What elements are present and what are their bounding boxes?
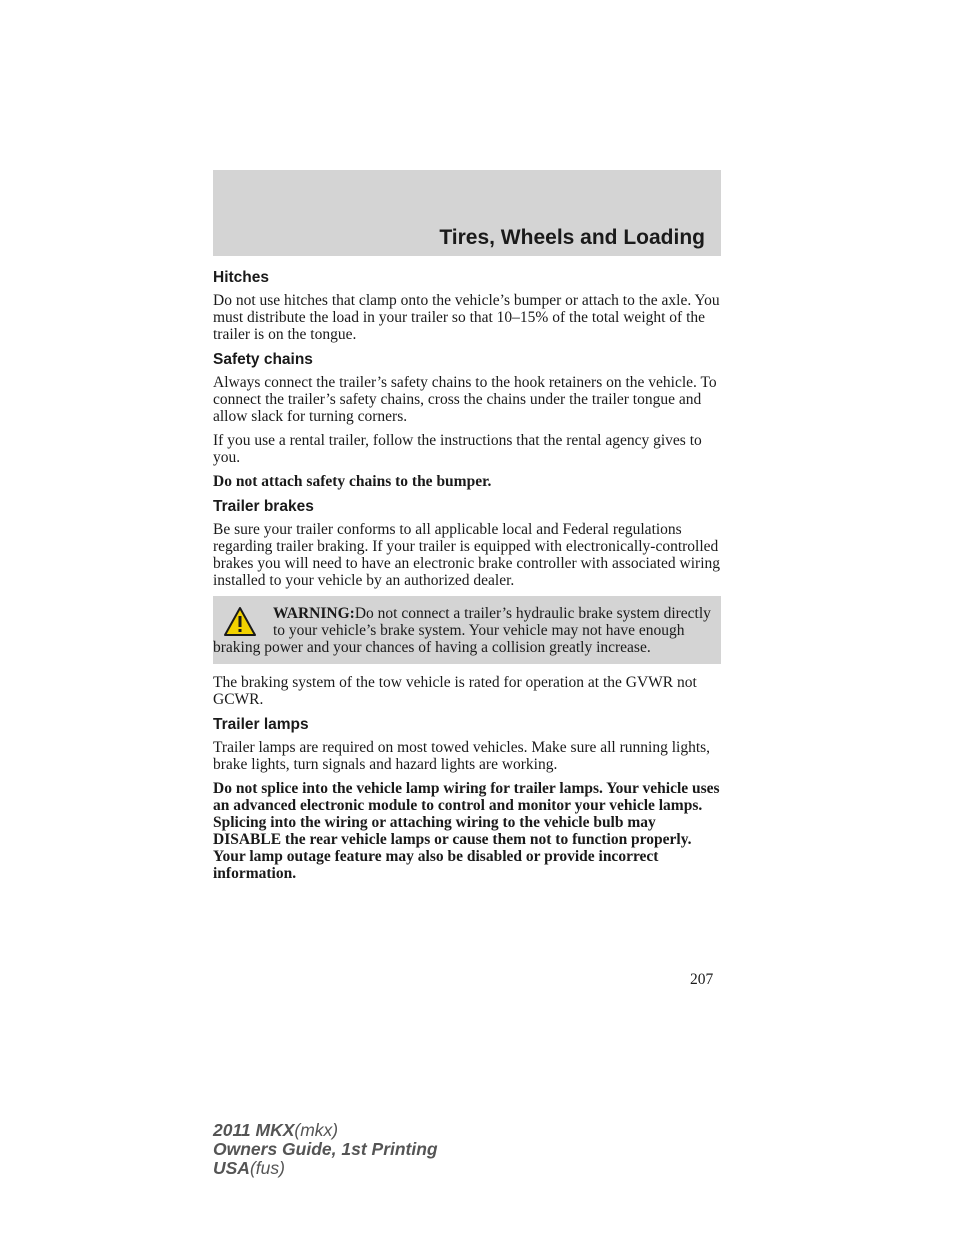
warning-label: WARNING: [273, 605, 355, 622]
page-content [213, 268, 721, 889]
trailer-lamps-paragraph-1: Trailer lamps are required on most towed vehicles. Make sure all running lights, brake lights, turn signals and hazard lights are working. [213, 739, 711, 773]
hitches-paragraph: Do not use hitches that clamp onto the vehicle’s bumper or attach to the axle. You must distribute the load in your trailer so that 10–15% of the total weight of the trailer is on the tongue. [213, 292, 720, 343]
trailer-lamps-bold-warning: Do not splice into the vehicle lamp wiring for trailer lamps. Your vehicle uses an advanced electronic module to control and monitor your vehicle lamps. Splicing into the wiring or attaching wiring to the vehicle bulb may DISABLE the rear vehicle lamps or cause them not to function properly. Your lamp outage feature may also be disabled or provide incorrect information. [213, 780, 720, 882]
trailer-brakes-paragraph-1: Be sure your trailer conforms to all applicable local and Federal regulations regarding trailer braking. If your trailer is equipped with electronically-controlled brakes you will need to have an electronic brake controller with associated wiring installed to your vehicle by an authorized dealer. [213, 521, 721, 589]
section-header-band [213, 170, 721, 256]
section-title: Tires, Wheels and Loading [439, 226, 705, 249]
heading-trailer-lamps: Trailer lamps [213, 716, 309, 733]
footer-guide-edition: Owners Guide, 1st Printing [213, 1139, 438, 1159]
footer-market: USA [213, 1158, 250, 1178]
footer-model-code: (mkx) [294, 1120, 339, 1140]
footer-market-code: (fus) [249, 1158, 285, 1178]
warning-triangle-icon [223, 605, 257, 639]
safety-chains-bold-note: Do not attach safety chains to the bumper. [213, 473, 492, 490]
warning-box [213, 596, 721, 664]
page-number: 207 [690, 971, 714, 988]
safety-chains-paragraph-2: If you use a rental trailer, follow the instructions that the rental agency gives to you. [213, 432, 702, 466]
footer-imprint [213, 1121, 438, 1178]
warning-paragraph [213, 605, 715, 656]
footer-model: 2011 MKX [213, 1120, 295, 1140]
heading-trailer-brakes: Trailer brakes [213, 498, 314, 515]
heading-safety-chains: Safety chains [213, 351, 313, 368]
warning-text: Do not connect a trailer’s hydraulic brake system directly to your vehicle’s brake system. Your vehicle may not have enough braking power and your chances of having a collision greatly increase. [213, 605, 711, 656]
heading-hitches: Hitches [213, 269, 269, 286]
safety-chains-paragraph-1: Always connect the trailer’s safety chains to the hook retainers on the vehicle. To connect the trailer’s safety chains, cross the chains under the trailer tongue and allow slack for turning corners. [213, 374, 717, 425]
trailer-brakes-paragraph-2: The braking system of the tow vehicle is rated for operation at the GVWR not GCWR. [213, 674, 697, 708]
